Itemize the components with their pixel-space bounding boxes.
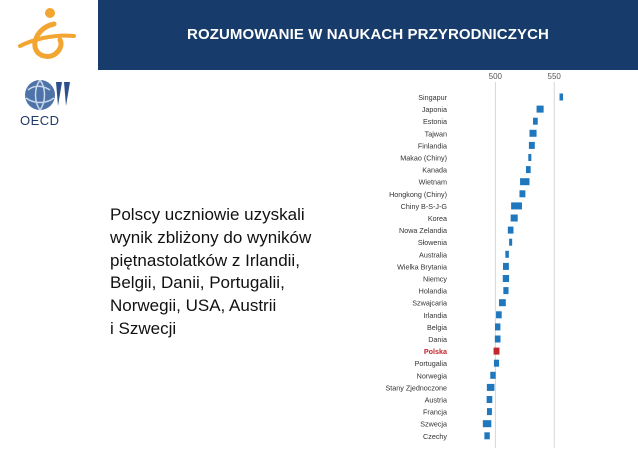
data-bar [537,106,544,113]
data-bar [484,432,489,439]
category-label: Francja [423,407,447,417]
category-label: Chiny B-S-J-G [400,201,447,211]
category-label: Korea [427,214,447,223]
page-title: ROZUMOWANIE W NAUKACH PRZYRODNICZYCH [187,26,549,43]
data-bar [503,287,508,294]
data-bar [499,299,506,306]
data-bar [511,215,518,222]
category-label: Nowa Zelandia [399,226,447,236]
data-bar [494,348,500,355]
category-label: Makao (Chiny) [400,153,447,163]
data-bar [560,94,564,101]
data-bar [528,154,531,161]
data-bar [509,239,512,246]
category-label: Japonia [421,105,447,115]
data-bar [503,275,509,282]
category-label: Kanada [422,165,447,175]
data-bar [494,360,499,367]
category-label: Stany Zjednoczone [385,383,447,393]
category-label: Słowenia [417,238,447,248]
data-bar [533,118,538,125]
category-label: Szwecja [420,419,447,429]
category-label: Polska [423,347,447,357]
data-bar [495,323,500,330]
data-bar [505,251,509,258]
category-label: Norwegia [416,371,447,381]
data-bar [519,190,525,197]
x-tick-label: 500 [488,72,503,81]
summary-line: wynik zbliżony do wyników [110,227,312,247]
category-label: Niemcy [423,274,447,284]
summary-line: Norwegii, USA, Austrii [110,296,277,316]
category-label: Holandia [418,286,447,296]
data-bar [520,178,529,185]
header-bar [98,0,638,70]
category-label: Austria [424,395,447,405]
x-tick-label: 550 [547,72,561,81]
data-bar [483,420,491,427]
category-label: Szwajcaria [412,298,447,308]
category-label: Wietnam [418,177,447,187]
data-bar [503,263,509,270]
category-label: Estonia [423,117,447,127]
data-bar [487,408,492,415]
data-bar [490,372,495,379]
oecd-logo-text: OECD [20,113,60,128]
category-label: Finlandia [417,141,447,151]
category-label: Dania [428,335,447,344]
category-label: Tajwan [424,129,447,139]
brand-logo-icon [14,6,80,70]
category-label: Singapur [418,93,447,102]
chart-svg [385,66,600,452]
science-scores-chart [385,66,600,452]
category-label: Hongkong (Chiny) [389,189,447,199]
data-bar [511,202,522,209]
data-bar [495,336,501,343]
data-bar [526,166,531,173]
summary-line: i Szwecji [110,318,177,338]
category-label: Australia [419,250,447,260]
data-bar [529,142,535,149]
category-label: Irlandia [423,310,447,320]
data-bar [496,311,502,318]
data-bar [487,384,495,391]
category-label: Czechy [423,431,447,441]
category-label: Belgia [427,322,447,332]
data-bar [487,396,493,403]
data-bar [508,227,514,234]
summary-line: Belgii, Danii, Portugalii, [110,273,285,293]
data-bar [529,130,536,137]
category-label: Wielka Brytania [397,262,447,272]
summary-line: Polscy uczniowie uzyskali [110,205,305,224]
summary-text [110,204,380,341]
summary-line: piętnastolatków z Irlandii, [110,250,300,270]
category-label: Portugalia [414,359,447,369]
